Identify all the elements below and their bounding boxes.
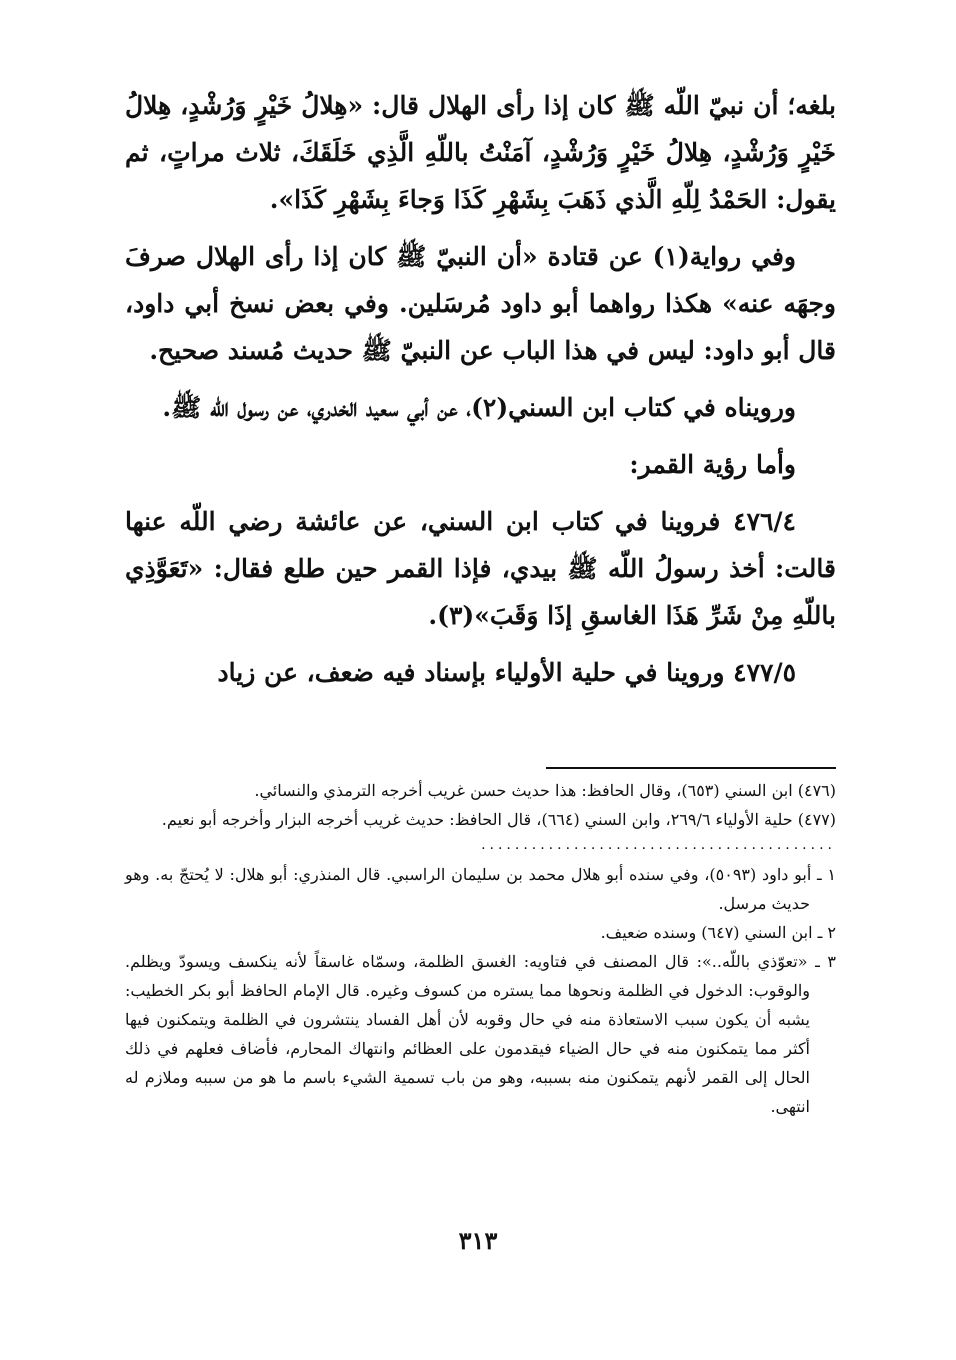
hadith-number: ٤٧٧/٥ xyxy=(733,658,796,687)
hadith-text: فروينا في كتاب ابن السني، عن عائشة رضي اللّه عنها قالت: أخذ رسولُ اللّه ﷺ بيدي، فإذا القمر حين طلع فقال: «تَعَوَّذِي باللّهِ مِنْ شَرِّ هَذَا الغاسقِ إذَا وَقَبَ»(٣). xyxy=(125,507,836,630)
hadith-text: وروينا في حلية الأولياء بإسناد فيه ضعف، عن زياد xyxy=(217,658,725,687)
hadith-476 xyxy=(125,498,836,639)
paragraph-ibn-sunni: ورويناه في كتاب ابن السني(٢)، عن أبي سعيد الخدري، عن رسول اللّه ﷺ. xyxy=(162,393,796,422)
page-number: ٣١٣ xyxy=(458,1226,498,1255)
paragraph-qatada-narration: وفي رواية(١) عن قتادة «أن النبيّ ﷺ كان إذا رأى الهلال صرفَ وجهَه عنه» هكذا رواهما أبو داود مُرسَلين. وفي بعض نسخ أبي داود، قال أبو داود: ليس في هذا الباب عن النبيّ ﷺ حديث مُسند صحيح. xyxy=(125,242,836,365)
footnote-477: (٤٧٧) حلية الأولياء ٢٦٩/٦، وابن السني (٦٦٤)، قال الحافظ: حديث غريب أخرجه البزار وأخرجه أبو نعيم. xyxy=(161,810,836,829)
footnote-separator: .......................................... xyxy=(481,837,836,853)
footnote-1: ١ ـ أبو داود (٥٠٩٣)، وفي سنده أبو هلال محمد بن سليمان الراسبي. قال المنذري: أبو هلال: لا يُحتجّ به. وهو حديث مرسل. xyxy=(125,865,837,913)
footnote-divider xyxy=(546,767,836,769)
paragraph-hilal-dua: بلغه؛ أن نبيّ اللّه ﷺ كان إذا رأى الهلال قال: «هِلالُ خَيْرٍ وَرُشْدٍ، هِلالُ خَيْرٍ وَرُشْدٍ، هِلالُ خَيْرٍ وَرُشْدٍ، آمَنْتُ باللّهِ الَّذِي خَلَقَكَ، ثلاث مراتٍ، ثم يقول: الحَمْدُ لِلّهِ الَّذي ذَهَبَ بِشَهْرِ كَذَا وَجاءَ بِشَهْرِ كَذَا». xyxy=(125,91,836,214)
footnote-2: ٢ ـ ابن السني (٦٤٧) وسنده ضعيف. xyxy=(600,923,836,942)
footnote-3: ٣ ـ «تعوّذي باللّه..»: قال المصنف في فتاويه: الغسق الظلمة، وسمّاه غاسقاً لأنه ينكسف ويسودّ ويظلم. والوقوب: الدخول في الظلمة ونحوها مما يستره من كسوف وغيره. قال الإمام الحافظ أبو بكر الخطيب: يشبه أن يكون سبب الاستعاذة منه في حال وقوبه لأن أهل الفساد ينتشرون في الظلمة ويتمكنون فيها أكثر مما يتمكنون منه في حال الضياء فيقدمون على العظائم وانتهاك المحارم، فأضاف فعلهم في ذلك الحال إلى القمر لأنهم يتمكنون منه بسببه، وهو من باب تسمية الشيء باسم ما هو من سببه وملازم له انتهى. xyxy=(125,952,837,1116)
main-text xyxy=(125,82,836,706)
hadith-477 xyxy=(125,649,836,696)
footnote-476: (٤٧٦) ابن السني (٦٥٣)، وقال الحافظ: هذا حديث حسن غريب أخرجه الترمذي والنسائي. xyxy=(254,781,836,800)
section-heading-moon: وأما رؤية القمر: xyxy=(629,450,796,479)
footnotes xyxy=(125,776,836,1121)
hadith-number: ٤٧٦/٤ xyxy=(733,507,796,536)
